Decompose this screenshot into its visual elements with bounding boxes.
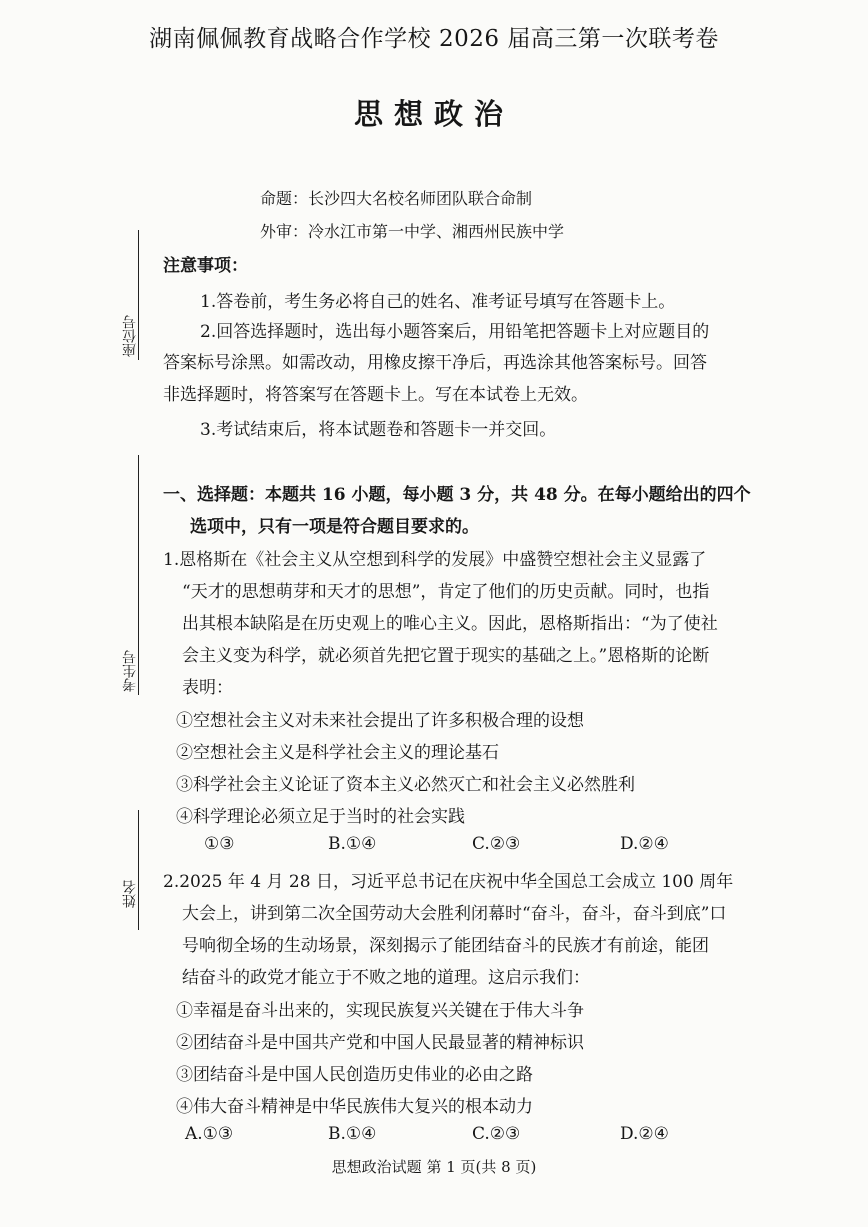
q2-stem-line-4: 结奋斗的政党才能立于不败之地的道理。这启示我们： bbox=[182, 968, 590, 988]
q1-option-a: ①③ bbox=[204, 834, 235, 854]
notice-item-2-line-1: 2.回答选择题时，选出每小题答案后，用铅笔把答题卡上对应题目的 bbox=[200, 322, 710, 342]
q2-stem-line-3: 号响彻全场的生动场景，深刻揭示了能团结奋斗的民族才有前途，能团 bbox=[182, 936, 709, 956]
notice-item-2-line-2: 答案标号涂黑。如需改动，用橡皮擦干净后，再选涂其他答案标号。回答 bbox=[163, 353, 707, 373]
q1-statement-4: ④科学理论必须立足于当时的社会实践 bbox=[176, 807, 465, 827]
q1-stem-line-5: 表明： bbox=[182, 678, 233, 698]
q2-option-d: D.②④ bbox=[620, 1124, 669, 1144]
q2-statement-1: ①幸福是奋斗出来的，实现民族复兴关键在于伟大斗争 bbox=[176, 1001, 584, 1021]
q1-option-c: C.②③ bbox=[472, 834, 521, 854]
q1-stem-line-2: “天才的思想萌芽和天才的思想”，肯定了他们的历史贡献。同时，也指 bbox=[182, 582, 710, 602]
q2-option-c: C.②③ bbox=[472, 1124, 521, 1144]
q1-stem-line-3: 出其根本缺陷是在历史观上的唯心主义。因此，恩格斯指出：“为了使社 bbox=[182, 614, 718, 634]
q2-statement-3: ③团结奋斗是中国人民创造历史伟业的必由之路 bbox=[176, 1065, 533, 1085]
section-1-heading-line-2: 选项中，只有一项是符合题目要求的。 bbox=[190, 517, 479, 537]
notice-item-1: 1.答卷前，考生务必将自己的姓名、准考证号填写在答题卡上。 bbox=[200, 292, 676, 312]
q2-stem-line-2: 大会上，讲到第二次全国劳动大会胜利闭幕时“奋斗，奋斗，奋斗到底”口 bbox=[182, 904, 727, 924]
q1-statement-2: ②空想社会主义是科学社会主义的理论基石 bbox=[176, 743, 499, 763]
q1-option-d: D.②④ bbox=[620, 834, 669, 854]
proposer-credit: 命题：长沙四大名校名师团队联合命制 bbox=[260, 189, 533, 208]
name-line bbox=[138, 810, 139, 930]
q2-stem-line-1: 2.2025 年 4 月 28 日，习近平总书记在庆祝中华全国总工会成立 100 周年 bbox=[163, 872, 734, 892]
name-label: 姓名 bbox=[122, 880, 138, 908]
subject-title: 思想政治 bbox=[353, 97, 514, 131]
q1-stem-line-4: 会主义变为科学，就必须首先把它置于现实的基础之上。”恩格斯的论断 bbox=[182, 646, 710, 666]
exam-header-title: 湖南佩佩教育战略合作学校 2026 届高三第一次联考卷 bbox=[149, 26, 719, 52]
reviewer-credit: 外审：冷水江市第一中学、湘西州民族中学 bbox=[260, 222, 565, 241]
section-1-heading-line-1: 一、选择题：本题共 16 小题，每小题 3 分，共 48 分。在每小题给出的四个 bbox=[163, 485, 751, 505]
page-footer: 思想政治试题 第 1 页(共 8 页) bbox=[331, 1158, 537, 1176]
q2-statement-4: ④伟大奋斗精神是中华民族伟大复兴的根本动力 bbox=[176, 1097, 533, 1117]
notice-item-3: 3.考试结束后，将本试题卷和答题卡一并交回。 bbox=[200, 420, 557, 440]
q1-stem-line-1: 1.恩格斯在《社会主义从空想到科学的发展》中盛赞空想社会主义显露了 bbox=[163, 550, 707, 570]
q2-option-b: B.①④ bbox=[328, 1124, 377, 1144]
q2-statement-2: ②团结奋斗是中国共产党和中国人民最显著的精神标识 bbox=[176, 1033, 584, 1053]
notice-heading: 注意事项： bbox=[163, 256, 248, 276]
notice-item-2-line-3: 非选择题时，将答案写在答题卡上。写在本试卷上无效。 bbox=[163, 385, 588, 405]
q1-option-b: B.①④ bbox=[328, 834, 377, 854]
q2-option-a: A.①③ bbox=[185, 1124, 234, 1144]
seat-label: 座位号 bbox=[122, 315, 138, 357]
q1-statement-3: ③科学社会主义论证了资本主义必然灭亡和社会主义必然胜利 bbox=[176, 775, 635, 795]
q1-statement-1: ①空想社会主义对未来社会提出了许多积极合理的设想 bbox=[176, 711, 584, 731]
exam-no-label: 考生号 bbox=[122, 650, 138, 692]
